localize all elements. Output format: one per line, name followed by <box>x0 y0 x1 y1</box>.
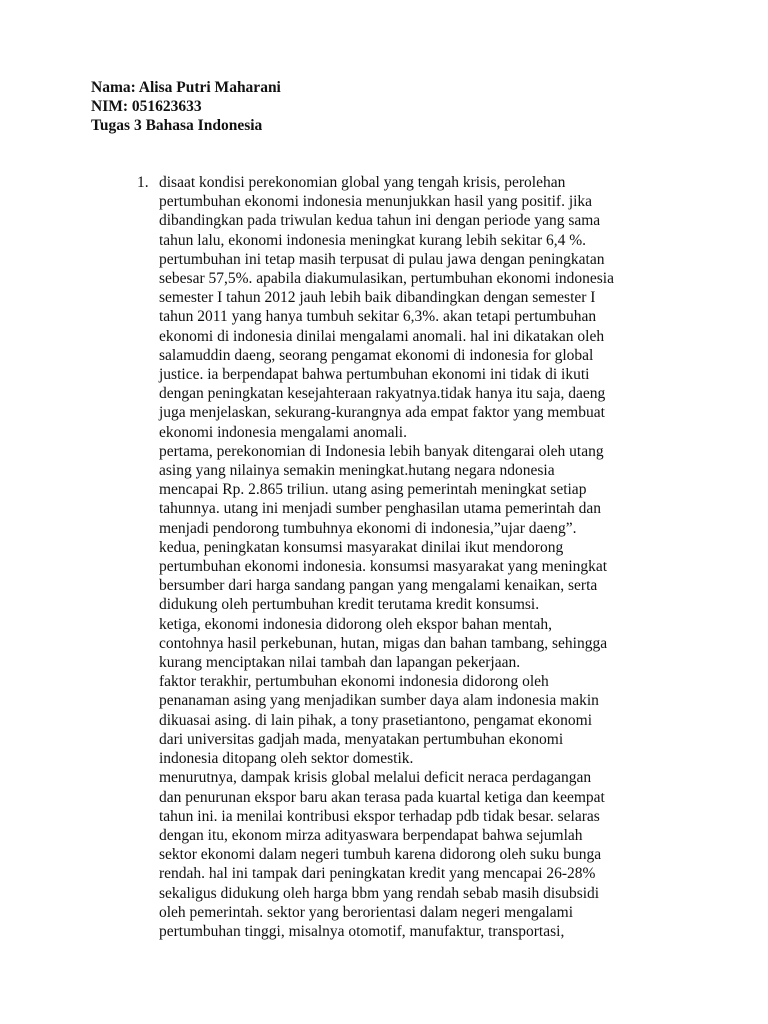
text-line: dan penurunan ekspor baru akan terasa pada kuartal ketiga dan keempat <box>159 788 605 806</box>
text-line: penanaman asing yang menjadikan sumber daya alam indonesia makin <box>159 692 599 710</box>
text-line: dengan itu, ekonom mirza adityaswara berpendapat bahwa sejumlah <box>159 826 583 844</box>
text-line: indonesia ditopang oleh sektor domestik. <box>159 750 414 768</box>
text-line: pertumbuhan tinggi, misalnya otomotif, manufaktur, transportasi, <box>159 922 565 940</box>
assignment-title: Tugas 3 Bahasa Indonesia <box>91 117 263 134</box>
text-line: dibandingkan pada triwulan kedua tahun ini dengan periode yang sama <box>159 212 601 230</box>
text-line: tahun lalu, ekonomi indonesia meningkat kurang lebih sekitar 6,4 %. <box>159 231 587 249</box>
text-line: tahun 2011 yang hanya tumbuh sekitar 6,3%. akan tetapi pertumbuhan <box>159 308 597 326</box>
text-line: didukung oleh pertumbuhan kredit terutama kredit konsumsi. <box>159 596 540 614</box>
text-line: contohnya hasil perkebunan, hutan, migas dan bahan tambang, sehingga <box>159 634 608 652</box>
text-line: rendah. hal ini tampak dari peningkatan kredit yang mencapai 26-28% <box>159 865 596 883</box>
text-line: pertama, perekonomian di Indonesia lebih banyak ditengarai oleh utang <box>159 442 604 460</box>
text-line: sektor ekonomi dalam negeri tumbuh karena didorong oleh suku bunga <box>159 846 602 864</box>
student-id: NIM: 051623633 <box>91 98 202 115</box>
text-line: oleh pemerintah. sektor yang berorientasi dalam negeri mengalami <box>159 903 574 921</box>
text-line: ekonomi indonesia mengalami anomali. <box>159 423 407 441</box>
text-line: ekonomi di indonesia dinilai mengalami anomali. hal ini dikatakan oleh <box>159 327 605 345</box>
text-line: dari universitas gadjah mada, menyatakan pertumbuhan ekonomi <box>159 730 564 748</box>
text-line: tahun ini. ia menilai kontribusi ekspor terhadap pdb tidak besar. selaras <box>159 807 600 825</box>
text-line: sebesar 57,5%. apabila diakumulasikan, pertumbuhan ekonomi indonesia <box>159 270 614 288</box>
text-line: juga menjelaskan, sekurang-kurangnya ada empat faktor yang membuat <box>159 404 605 422</box>
text-line: tahunnya. utang ini menjadi sumber penghasilan utama pemerintah dan <box>159 500 602 518</box>
numbered-list <box>137 173 697 941</box>
text-line: bersumber dari harga sandang pangan yang mengalami kenaikan, serta <box>159 577 598 595</box>
text-line: kurang menciptakan nilai tambah dan lapangan pekerjaan. <box>159 654 521 672</box>
student-name: Nama: Alisa Putri Maharani <box>91 79 281 96</box>
list-item-number: 1. <box>137 174 149 191</box>
text-line: justice. ia berpendapat bahwa pertumbuhan ekonomi ini tidak di ikuti <box>159 366 590 384</box>
text-line: pertumbuhan ekonomi indonesia. konsumsi masyarakat yang meningkat <box>159 558 608 576</box>
text-line: menjadi pendorong tumbuhnya ekonomi di indonesia,”ujar daeng”. <box>159 519 577 537</box>
text-line: kedua, peningkatan konsumsi masyarakat dinilai ikut mendorong <box>159 538 564 556</box>
text-line: mencapai Rp. 2.865 triliun. utang asing pemerintah meningkat setiap <box>159 481 587 499</box>
list-item-body <box>159 173 697 941</box>
text-line: pertumbuhan ini tetap masih terpusat di pulau jawa dengan peningkatan <box>159 250 605 268</box>
text-line: semester I tahun 2012 jauh lebih baik dibandingkan dengan semester I <box>159 289 596 307</box>
text-line: ketiga, ekonomi indonesia didorong oleh ekspor bahan mentah, <box>159 615 553 633</box>
text-line: faktor terakhir, pertumbuhan ekonomi indonesia didorong oleh <box>159 673 549 691</box>
text-line: pertumbuhan ekonomi indonesia menunjukkan hasil yang positif. jika <box>159 193 593 211</box>
text-line: sekaligus didukung oleh harga bbm yang rendah sebab masih disubsidi <box>159 884 600 902</box>
text-line: dengan peningkatan kesejahteraan rakyatnya.tidak hanya itu saja, daeng <box>159 385 606 403</box>
document-header <box>91 78 281 135</box>
text-line: dikuasai asing. di lain pihak, a tony prasetiantono, pengamat ekonomi <box>159 711 593 729</box>
text-line: disaat kondisi perekonomian global yang tengah krisis, perolehan <box>159 174 566 191</box>
text-line: salamuddin daeng, seorang pengamat ekonomi di indonesia for global <box>159 346 594 364</box>
text-line: menurutnya, dampak krisis global melalui deficit neraca perdagangan <box>159 769 592 787</box>
text-line: asing yang nilainya semakin meningkat.hutang negara ndonesia <box>159 462 555 480</box>
